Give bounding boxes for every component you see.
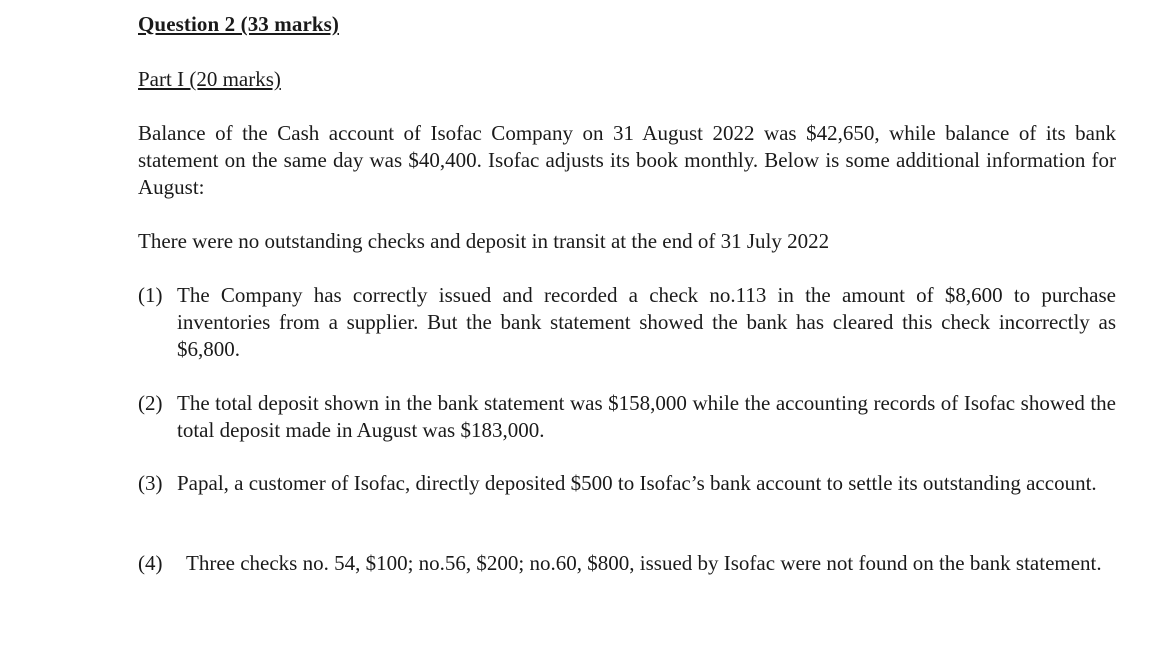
item-number: (2) [138, 391, 163, 415]
item-text: The Company has correctly issued and recorded a check no.113 in the amount of $8,600 to purchase inventories from a supplier. But the bank statement showed the bank has cleared this check incorrectly as $6,800. [177, 283, 1116, 361]
list-item [138, 282, 1116, 363]
intro-paragraph: Balance of the Cash account of Isofac Company on 31 August 2022 was $42,650, while balance of its bank statement on the same day was $40,400. Isofac adjusts its book monthly. Below is some additional information for August: [138, 121, 1116, 199]
part-heading: Part I (20 marks) [138, 67, 281, 91]
list-item [138, 550, 1116, 577]
item-text: The total deposit shown in the bank statement was $158,000 while the accounting records of Isofac showed the total deposit made in August was $183,000. [177, 391, 1116, 442]
item-number: (1) [138, 283, 163, 307]
item-text: Three checks no. 54, $100; no.56, $200; no.60, $800, issued by Isofac were not found on the bank statement. [186, 551, 1102, 575]
list-item [138, 390, 1116, 444]
item-number: (4) [138, 551, 163, 575]
list-item [138, 470, 1116, 497]
question-title: Question 2 (33 marks) [138, 12, 340, 36]
note-paragraph: There were no outstanding checks and deposit in transit at the end of 31 July 2022 [138, 229, 830, 253]
item-number: (3) [138, 471, 163, 495]
item-text: Papal, a customer of Isofac, directly deposited $500 to Isofac’s bank account to settle its outstanding account. [177, 471, 1097, 495]
